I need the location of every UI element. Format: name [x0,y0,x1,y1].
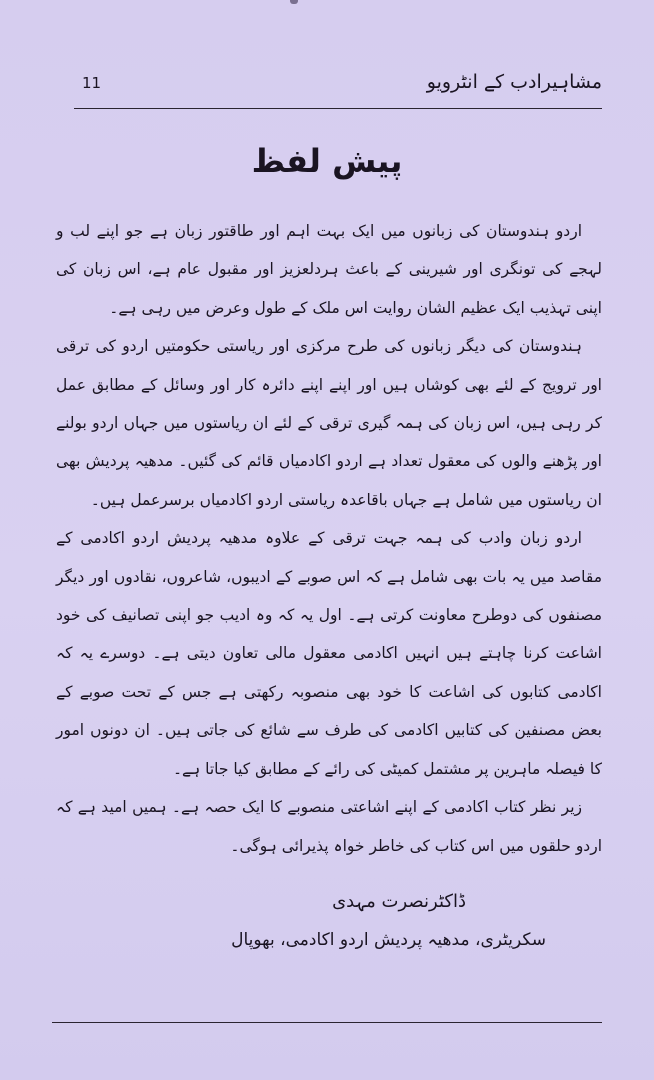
paragraph: اردو زبان وادب کی ہمہ جہت ترقی کے علاوہ مدھیہ پردیش اردو اکادمی کے مقاصد میں یہ بات بھی شامل ہے کہ اس صوبے کے ادیبوں، شاعروں، نقادوں اور دیگر مصنفوں کی دوطرح معاونت کرتی ہے۔ اول یہ کہ وہ ادیب جو اپنی تصانیف کی خود اشاعت کرنا چاہتے ہیں انہیں اکادمی معقول مالی تعاون دیتی ہے۔ دوسرے یہ کہ اکادمی کتابوں کی اشاعت کا خود بھی منصوبہ رکھتی ہے جس کے تحت صوبے کے بعض مصنفین کی کتابیں اکادمی کی طرف سے شائع کی جاتی ہیں۔ ان دونوں امور کا فیصلہ ماہرین پر مشتمل کمیٹی کی رائے کے مطابق کیا جاتا ہے۔ [56,529,602,778]
page-edge-mark [290,0,298,4]
signature-name: ڈاکٹرنصرت مہدی [332,891,466,912]
running-title: مشاہیرادب کے انٹرویو [426,71,602,93]
paragraph: اردو ہندوستان کی زبانوں میں ایک بہت اہم اور طاقتور زبان ہے جو اپنے لب و لہجے کی تونگری اور شیرینی کے باعث ہردلعزیز اور مقبول عام ہے، اس زبان کی اپنی تہذیب ایک عظیم الشان روایت اس ملک کے طول وعرض میں رہی ہے۔ [56,222,602,317]
header-rule [74,108,602,109]
body-text [56,212,602,865]
paragraph: ہندوستان کی دیگر زبانوں کی طرح مرکزی اور ریاستی حکومتیں اردو کی ترقی اور ترویج کے لئے بھی کوشاں ہیں اور اپنے اپنے دائرہ کار اور وسائل کے مطابق عمل کر رہی ہیں، اس زبان کی ہمہ گیری ترقی کے لئے ان ریاستوں میں جہاں اردو بولنے اور پڑھنے والوں کی معقول تعداد ہے اردو اکادمیاں قائم کی گئیں۔ مدھیہ پردیش بھی ان ریاستوں میں شامل ہے جہاں باقاعدہ ریاستی اردو اکادمیاں برسرعمل ہیں۔ [56,337,602,509]
page-heading: پیش لفظ [251,142,403,180]
paragraph: زیر نظر کتاب اکادمی کے اپنے اشاعتی منصوبے کا ایک حصہ ہے۔ ہمیں امید ہے کہ اردو حلقوں میں اس کتاب کی خاطر خواہ پذیرائی ہوگی۔ [56,798,602,855]
page-number: 11 [82,74,102,92]
running-head [70,64,602,100]
signature-title: سکریٹری، مدھیہ پردیش اردو اکادمی، بھوپال [231,930,546,950]
footer-rule [52,1022,602,1023]
